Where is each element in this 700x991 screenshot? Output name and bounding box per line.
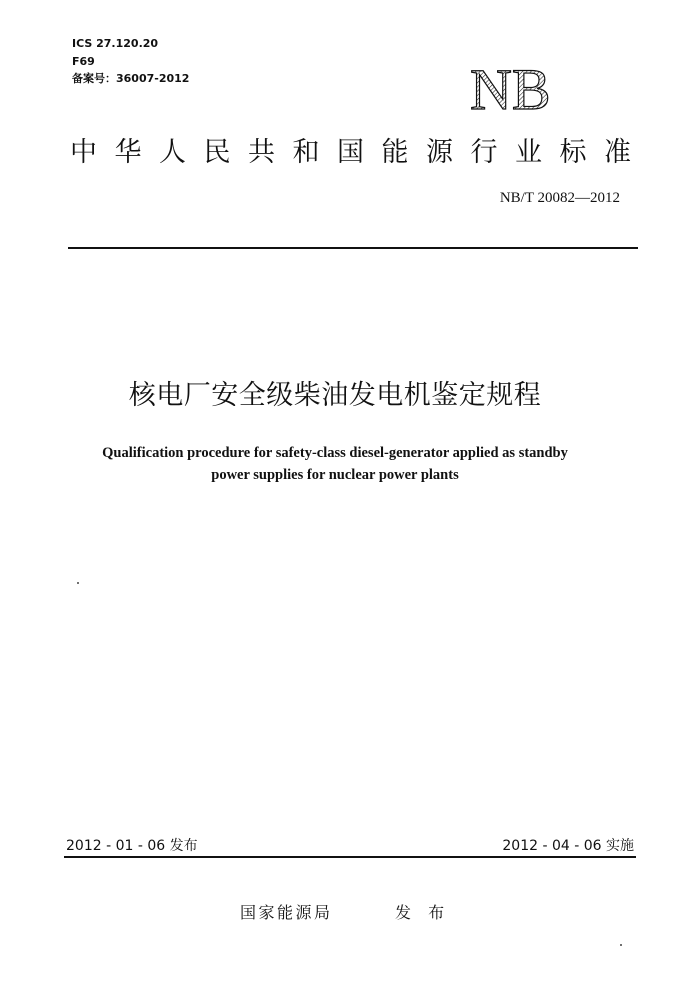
issuing-authority: 国家能源局 [240,903,333,922]
implementation-date: 2012 - 04 - 06 实施 [502,838,634,854]
top-divider [68,247,638,249]
standard-type-heading: 中华人民共和国能源行业标准 [70,137,649,168]
record-number: 备案号：36007-2012 [72,72,190,85]
issue-date: 2012 - 01 - 06 发布 [66,838,198,854]
scan-speck [620,944,622,946]
svg-text:NB: NB [470,62,551,116]
ics-code: ICS 27.120.20 [72,37,159,50]
standard-number: NB/T 20082—2012 [499,190,620,206]
bottom-divider [64,856,636,858]
nb-logo [468,62,608,116]
scan-speck [77,582,79,584]
title-chinese: 核电厂安全级柴油发电机鉴定规程 [128,380,542,411]
title-english-line-1: Qualification procedure for safety-class diesel-generator applied as standby [102,445,568,461]
title-english [50,442,620,486]
issued-by-label: 发 布 [395,903,451,922]
title-english-line-2: power supplies for nuclear power plants [211,467,459,483]
classification-code: F69 [72,55,95,68]
